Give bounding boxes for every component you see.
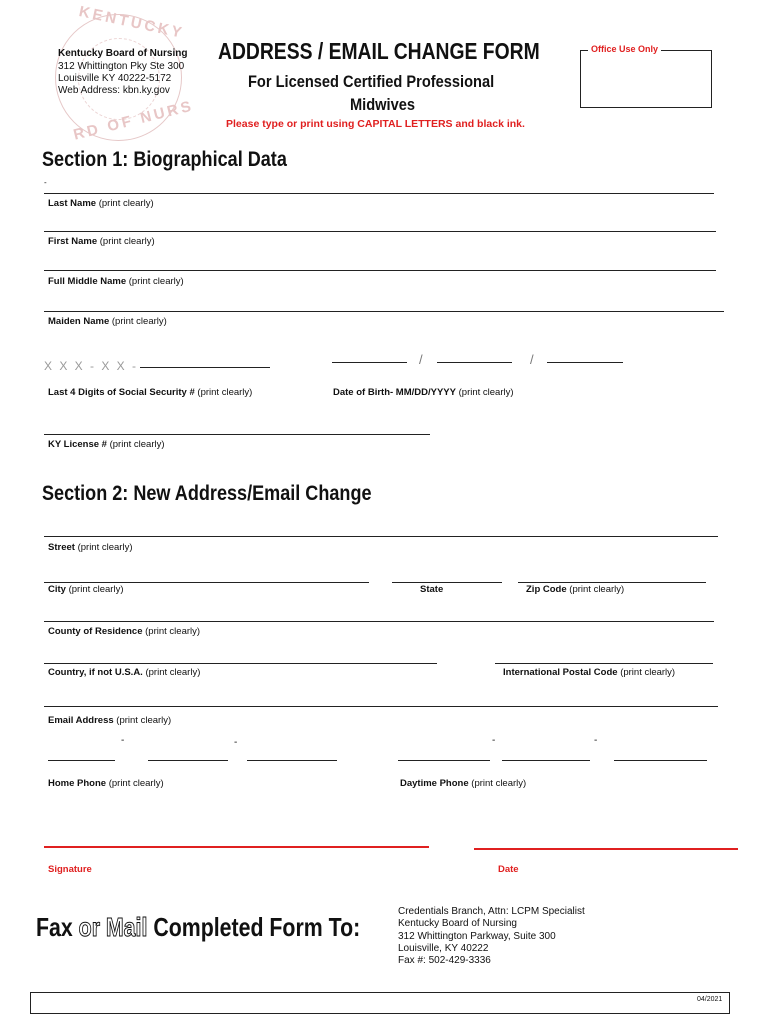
license-field[interactable] [44, 434, 430, 435]
ssn-prefix: X X X - X X - [44, 359, 139, 373]
email-label: Email Address (print clearly) [48, 715, 172, 726]
mailing-address-line4: Louisville, KY 40222 [398, 942, 489, 954]
form-title: ADDRESS / EMAIL CHANGE FORM [218, 38, 540, 64]
dob-month-field[interactable] [332, 362, 407, 363]
seal-bottom-text: RD OF NURS [71, 97, 196, 144]
signature-label: Signature [48, 864, 92, 875]
day-phone-label: Daytime Phone (print clearly) [400, 778, 527, 789]
postal-code-label: International Postal Code (print clearly) [503, 667, 676, 678]
county-field[interactable] [44, 621, 714, 622]
license-label: KY License # (print clearly) [48, 439, 165, 450]
street-field[interactable] [44, 536, 718, 537]
country-label: Country, if not U.S.A. (print clearly) [48, 667, 201, 678]
date-label: Date [498, 864, 519, 875]
fax-mail-heading: Fax or Mail Completed Form To: [36, 912, 361, 942]
day-phone-prefix-field[interactable] [502, 760, 590, 761]
form-version: 04/2021 [697, 996, 723, 1003]
dob-day-field[interactable] [437, 362, 512, 363]
state-label: State [420, 584, 444, 595]
mailing-address-fax: Fax #: 502-429-3336 [398, 955, 491, 967]
first-name-label: First Name (print clearly) [48, 236, 155, 247]
form-subtitle-line1: For Licensed Certified Professional [248, 72, 495, 91]
day-phone-dash-1: - [492, 735, 496, 746]
last-name-field[interactable] [44, 193, 714, 194]
zip-field[interactable] [518, 582, 706, 583]
dob-label: Date of Birth- MM/DD/YYYY (print clearly) [333, 387, 514, 398]
home-phone-dash-1: - [121, 735, 125, 746]
date-field[interactable] [474, 848, 738, 850]
form-subtitle-line2: Midwives [350, 95, 416, 114]
county-label: County of Residence (print clearly) [48, 626, 201, 637]
org-address-line1: 312 Whittington Pky Ste 300 [58, 61, 185, 72]
last-name-label: Last Name (print clearly) [48, 198, 154, 209]
dob-year-field[interactable] [547, 362, 623, 363]
mailing-address [398, 906, 585, 967]
office-use-box [580, 50, 712, 108]
mailing-address-line1: Credentials Branch, Attn: LCPM Specialist [398, 906, 585, 917]
ssn-last4-field[interactable] [140, 367, 270, 368]
signature-field[interactable] [44, 846, 429, 848]
city-label: City (print clearly) [48, 584, 124, 595]
mailing-address-line3: 312 Whittington Parkway, Suite 300 [398, 930, 556, 942]
dob-separator-1: / [419, 352, 423, 367]
bottom-border-box [30, 992, 730, 1014]
mailing-address-line2: Kentucky Board of Nursing [398, 918, 517, 930]
fax-or-outline: or [78, 912, 100, 942]
state-field[interactable] [392, 582, 502, 583]
home-phone-dash-2: - [234, 737, 238, 748]
home-phone-area-field[interactable] [48, 760, 115, 761]
home-phone-label: Home Phone (print clearly) [48, 778, 164, 789]
middle-name-field[interactable] [44, 270, 716, 271]
section1-title: Section 1: Biographical Data [42, 148, 287, 171]
first-name-field[interactable] [44, 231, 716, 232]
fax-mail-outline: Mail [105, 912, 148, 942]
form-instruction: Please type or print using CAPITAL LETTERS and black ink. [226, 118, 525, 130]
ssn-label: Last 4 Digits of Social Security # (print clearly) [48, 387, 253, 398]
maiden-name-field[interactable] [44, 311, 724, 312]
seal-top-text: KENTUCKY [77, 3, 186, 42]
home-phone-prefix-field[interactable] [148, 760, 228, 761]
org-address-line2: Louisville KY 40222-5172 [58, 73, 172, 84]
middle-name-label: Full Middle Name (print clearly) [48, 276, 184, 287]
maiden-name-label: Maiden Name (print clearly) [48, 316, 167, 327]
zip-label: Zip Code (print clearly) [526, 584, 625, 595]
day-phone-line-field[interactable] [614, 760, 707, 761]
section1-dash: - [44, 178, 47, 187]
day-phone-area-field[interactable] [398, 760, 490, 761]
street-label: Street (print clearly) [48, 542, 133, 553]
home-phone-line-field[interactable] [247, 760, 337, 761]
day-phone-dash-2: - [594, 735, 598, 746]
org-web-address: Web Address: kbn.ky.gov [58, 85, 170, 96]
office-use-label: Office Use Only [588, 44, 661, 54]
section2-title: Section 2: New Address/Email Change [42, 482, 372, 505]
postal-code-field[interactable] [495, 663, 713, 664]
email-field[interactable] [44, 706, 718, 707]
country-field[interactable] [44, 663, 437, 664]
dob-separator-2: / [530, 352, 534, 367]
city-field[interactable] [44, 582, 369, 583]
org-name: Kentucky Board of Nursing [58, 48, 188, 59]
